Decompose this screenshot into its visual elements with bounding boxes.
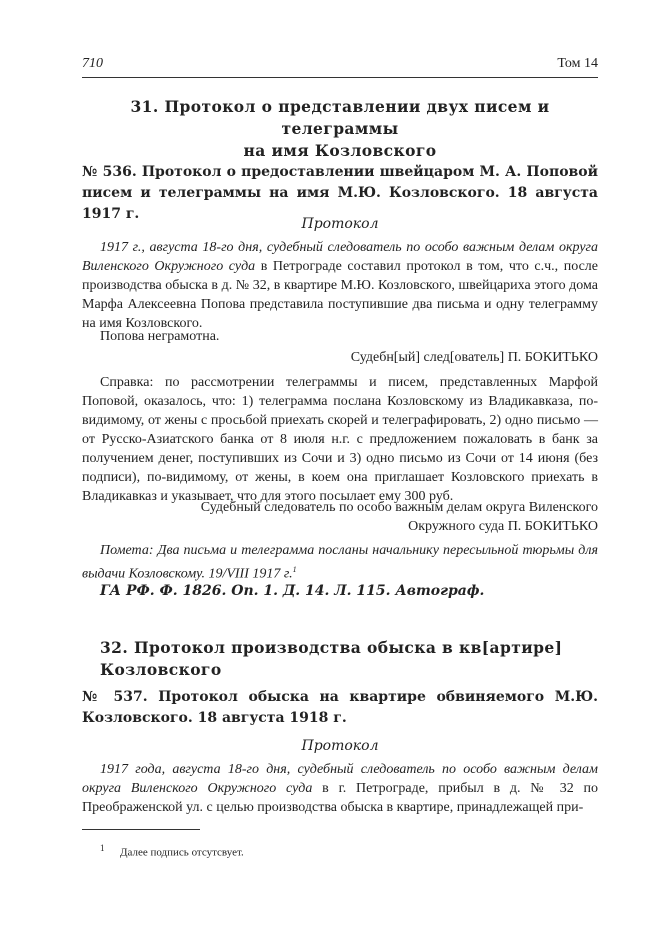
section-31-title (82, 96, 598, 162)
doc-536-paragraph (82, 238, 598, 333)
doc-536-p1-rest: в Петрограде составил протокол в том, что с.ч., после производства обыска в д. № 32, в квартире М.Ю. Козловского, швейцариха этого дома Марфа Алексеевна Попова представила поступившие два письма и одну телеграмму на имя Козловского. (82, 259, 598, 331)
doc-537-p1-italic: 1917 года, августа 18-го дня, судебный следователь по особо важным делам округа Виленского Окружного суда (82, 762, 598, 796)
footnote-mark: 1 (100, 843, 105, 853)
signature-2-line1: Судебный следователь по особо важным делам округа Виленского (200, 500, 598, 515)
footnote-rule (82, 829, 200, 830)
section-31-title-line1: 31. Протокол о представлении двух писем и телеграммы (130, 97, 550, 138)
remark-text: Помета: Два письма и телеграмма посланы начальнику пересыльной тюрьмы для выдачи Козловскому. 19/VIII 1917 г. (82, 543, 598, 582)
doc-536-remark (82, 541, 598, 584)
doc-537-heading: Протокол (301, 738, 379, 754)
doc-537-title: № 537. Протокол обыска на квартире обвиняемого М.Ю. Козловского. 18 августа 1918 г. (82, 689, 598, 726)
footnote-text: Далее подпись отсутсвует. (120, 846, 244, 859)
header-rule (82, 77, 598, 78)
footnote-ref[interactable]: 1 (292, 565, 297, 574)
doc-536-p1-italic: 1917 г., августа 18-го дня, судебный следователь по особо важным делам округа Виленского Окружного суда (82, 240, 598, 274)
doc-536-heading: Протокол (301, 216, 379, 232)
page-number: 710 (82, 56, 103, 71)
section-32-title: 32. Протокол производства обыска в кв[артире] Козловского (100, 638, 563, 679)
doc-536-signature-2 (82, 498, 598, 536)
section-31-title-line2: на имя Козловского (243, 141, 437, 160)
doc-536-signature: Судебн[ый] след[ователь] П. БОКИТЬКО (350, 350, 598, 365)
volume-label: Том 14 (557, 56, 598, 71)
footnote (100, 843, 244, 859)
doc-536-reference-note: Справка: по рассмотрении телеграммы и писем, представленных Марфой Поповой, оказалось, что: 1) телеграмма послана Козловскому из Владикавказа, по-видимому, от жены с просьбой приехать скорей и телеграфировать, 2) одно письмо — от Русско-Азиатского банка от 8 июля н.г. с предложением пожаловать в банк за получением денег, поступивших из Сочи и 3) одно письмо из Сочи от 14 июня (без подписи), по-видимому, от жены, в коем она приглашает Козловского приехать в Владикавказ и указывает, что для этого посылает ему 300 руб. (82, 375, 598, 504)
doc-537-paragraph (82, 760, 598, 817)
doc-537-p1-rest: в г. Петрограде, прибыл в д. № 32 по Преображенской ул. с целью производства обыска в квартире, принадлежащей при- (82, 781, 598, 815)
doc-536-archive-ref: ГА РФ. Ф. 1826. Оп. 1. Д. 14. Л. 115. Автограф. (100, 583, 485, 599)
doc-536-illiterate-note: Попова неграмотна. (100, 329, 220, 344)
doc-536-title: № 536. Протокол о предоставлении швейцаром М. А. Поповой писем и телеграммы на имя М.Ю. Козловского. 18 августа 1917 г. (82, 164, 598, 222)
signature-2-line2: Окружного суда П. БОКИТЬКО (408, 519, 598, 534)
